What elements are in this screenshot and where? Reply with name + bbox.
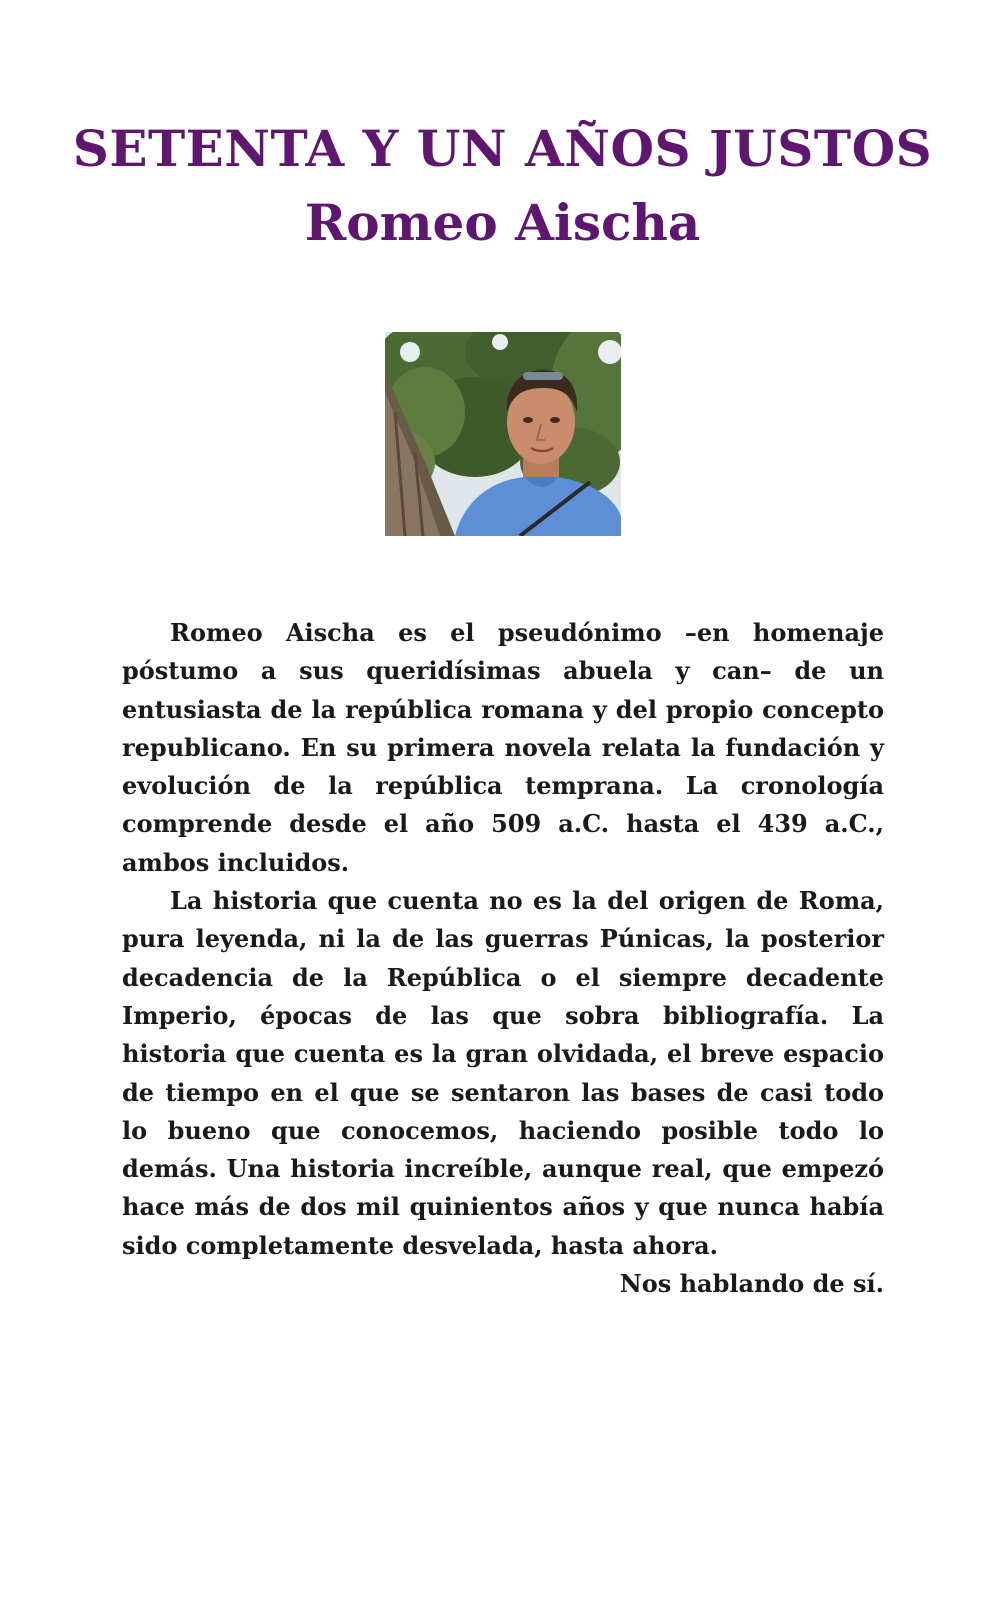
- bio-paragraph-1: Romeo Aischa es el pseudónimo –en homenaje póstumo a sus queridísimas abuela y can– de un entusiasta de la república romana y del propio concepto republicano. En su primera novela relata la fundación y evolución de la república temprana. La cronología comprende desde el año 509 a.C. hasta el 439 a.C., ambos incluidos.: [122, 618, 884, 877]
- bio-signature: Nos hablando de sí.: [619, 1269, 884, 1299]
- author-photo: [385, 332, 621, 536]
- author-portrait-icon: [385, 332, 621, 536]
- author-name: Romeo Aischa: [304, 193, 701, 252]
- bio-paragraph-2: La historia que cuenta no es la del origen de Roma, pura leyenda, ni la de las guerras Púnicas, la posterior decadencia de la República o el siempre decadente Imperio, épocas de las que sobra bibliografía. La historia que cuenta es la gran olvidada, el breve espacio de tiempo en el que se sentaron las bases de casi todo lo bueno que conocemos, haciendo posible todo lo demás. Una historia increíble, aunque real, que empezó hace más de dos mil quinientos años y que nunca había sido completamente desvelada, hasta ahora.: [122, 886, 884, 1260]
- book-title: SETENTA Y UN AÑOS JUSTOS: [72, 119, 933, 178]
- author-biography: [122, 614, 884, 1303]
